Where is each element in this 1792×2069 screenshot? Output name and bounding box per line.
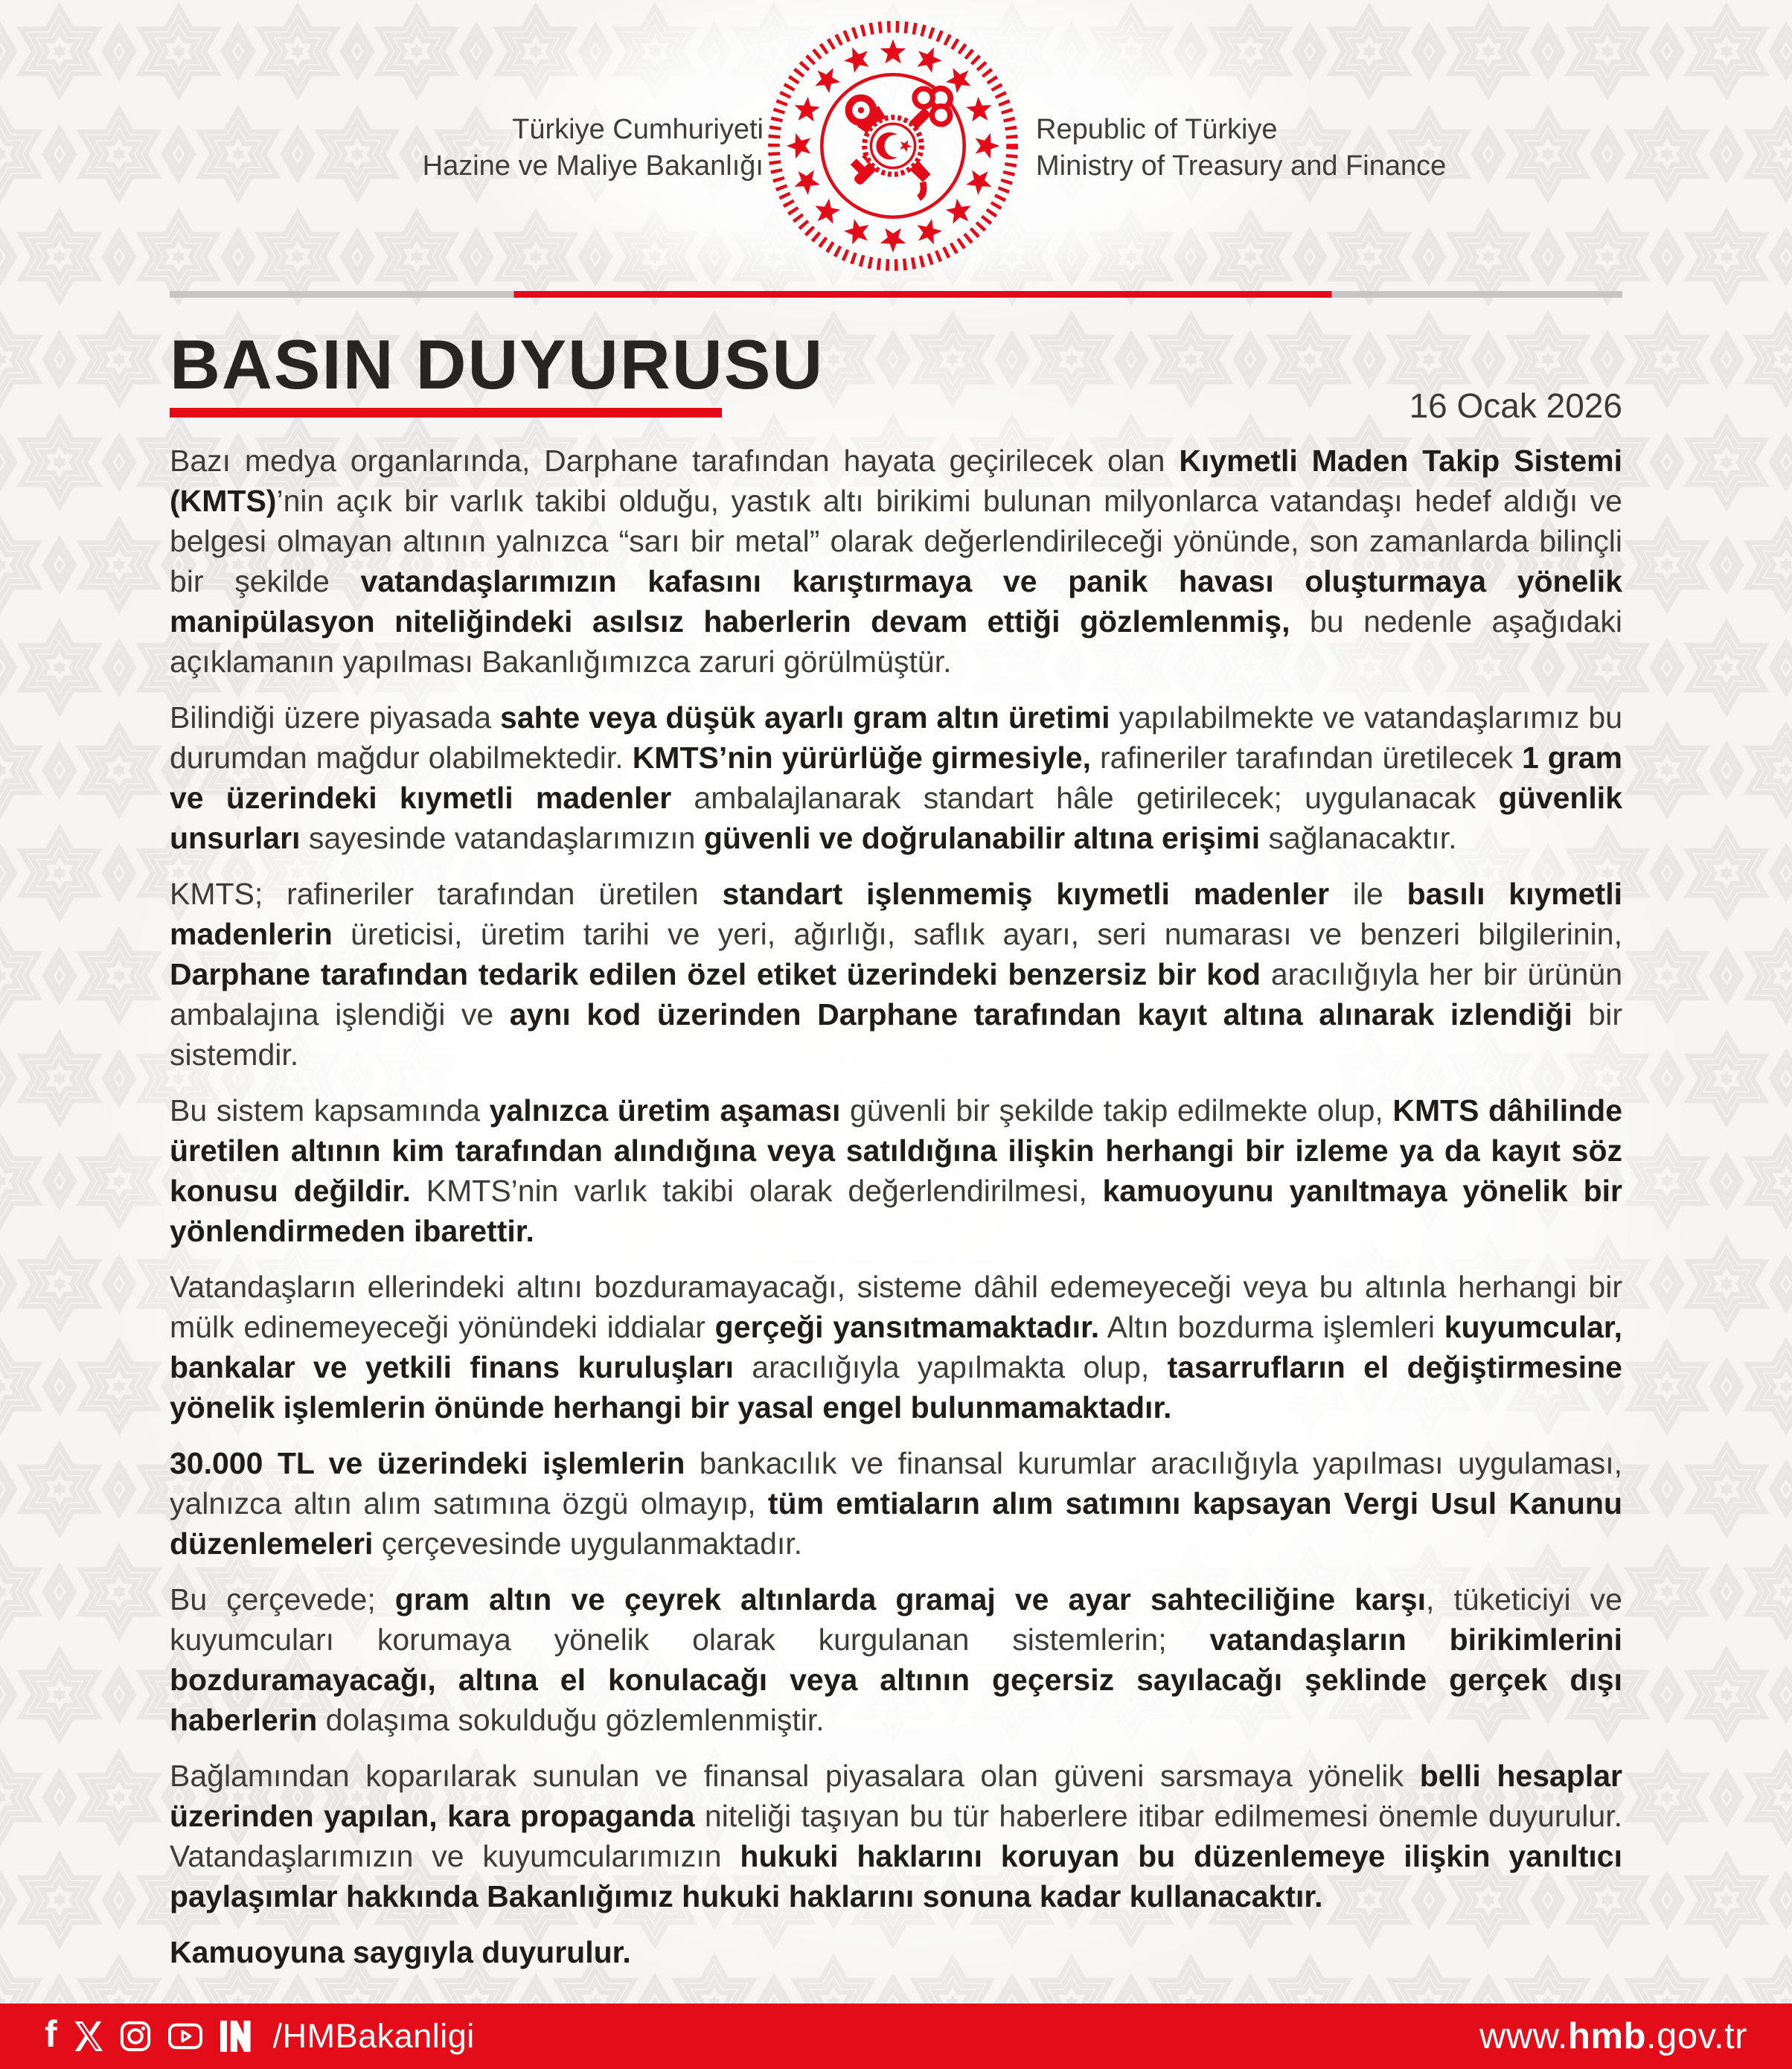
text-run: aracılığıyla yapılmakta olup, — [734, 1350, 1168, 1384]
release-date: 16 Ocak 2026 — [1409, 386, 1622, 425]
bold-text-run: KMTS dâhilinde üretilen altının kim tarafından alındığına veya satıldığına ilişkin herhangi bir izleme ya da kayıt söz konusu değildir. — [170, 1093, 1622, 1208]
text-run: Bu çerçevede; — [170, 1582, 395, 1616]
paragraph — [170, 697, 1622, 858]
text-run: güvenli bir şekilde takip edilmekte olup, — [840, 1093, 1393, 1128]
text-run: aracılığıyla her bir ürünün ambalajına işlendiği ve — [170, 957, 1622, 1032]
bold-text-run: 1 gram ve üzerindeki kıymetli madenler — [170, 741, 1623, 815]
bold-text-run: güvenlik unsurları — [170, 781, 1622, 855]
text-run: bankacılık ve finansal kurumlar aracılığıyla yapılması uygulaması, yalnızca altın alım satımına özgü olmayıp, — [170, 1446, 1622, 1520]
website-url[interactable] — [1479, 2015, 1747, 2057]
website-suffix: .gov.tr — [1645, 2016, 1747, 2056]
social-handle[interactable]: /HMBakanligi — [272, 2017, 475, 2055]
text-run: ambalajlanarak standart hâle getirilecek; uygulanacak — [671, 781, 1499, 815]
title-underline — [170, 408, 722, 418]
page-title: BASIN DUYURUSU — [170, 325, 825, 403]
footer-bar — [0, 2004, 1792, 2069]
crescent-star-gear-glyph — [865, 118, 922, 175]
bold-text-run: standart işlenmemiş kıymetli madenler — [722, 877, 1330, 911]
text-run: bir sistemdir. — [170, 997, 1622, 1072]
paragraph — [170, 1267, 1622, 1427]
bold-text-run: aynı kod üzerinden Darphane tarafından kayıt altına alınarak izlendiği — [509, 997, 1572, 1032]
bold-text-run: güvenli ve doğrulanabilir altına erişimi — [703, 821, 1261, 855]
facebook-icon[interactable]: f — [45, 2013, 57, 2055]
website-prefix: www. — [1479, 2016, 1569, 2056]
paragraph — [170, 1756, 1622, 1916]
bold-text-run: Kamuoyuna saygıyla duyurulur. — [170, 1935, 631, 1969]
paragraph — [170, 441, 1622, 682]
text-run: Bu sistem kapsamında — [170, 1093, 490, 1128]
text-run: ile — [1329, 877, 1407, 911]
paragraph — [170, 1090, 1622, 1251]
text-run: ’nin açık bir varlık takibi olduğu, yastık altı birikimi bulunan milyonlarca vatandaşı hedef aldığı ve belgesi olmayan altının yalnızca “sarı bir metal” olarak değerlendirileceği yönünde, son zamanlarda bilinçli bir şekilde — [170, 484, 1622, 598]
paragraph — [170, 874, 1622, 1075]
text-run: KMTS’nin varlık takibi olarak değerlendirilmesi, — [410, 1174, 1103, 1208]
text-run: Bazı medya organlarında, Darphane tarafından hayata geçirilecek olan — [170, 444, 1180, 478]
text-run: sayesinde vatandaşlarımızın — [300, 821, 704, 855]
paragraph — [170, 1932, 1622, 1972]
text-run: çerçevesinde uygulanmaktadır. — [373, 1526, 803, 1561]
header-divider-bar — [170, 291, 1622, 298]
website-domain: hmb — [1568, 2016, 1646, 2056]
bold-text-run: gram altın ve çeyrek altınlarda gramaj ve ayar sahteciliğine karşı — [394, 1582, 1427, 1616]
text-run: Bilindiği üzere piyasada — [170, 700, 501, 735]
org-title-english-line1: Republic of Türkiye — [1036, 114, 1278, 145]
bold-text-run: Kıymetli Maden Takip Sistemi (KMTS) — [170, 444, 1622, 518]
nsosyal-icon[interactable] — [220, 2020, 252, 2053]
text-run: KMTS; rafineriler tarafından üretilen — [170, 877, 723, 911]
bold-text-run: yalnızca üretim aşaması — [489, 1093, 841, 1128]
paragraphs-container — [170, 441, 1622, 1988]
text-run: bu nedenle aşağıdaki açıklamanın yapılması Bakanlığımızca zaruri görülmüştür. — [170, 604, 1622, 679]
paragraph — [170, 1443, 1622, 1564]
text-run: dolaşıma sokulduğu gözlemlenmiştir. — [317, 1703, 825, 1737]
paragraph — [170, 1579, 1622, 1740]
org-title-turkish-line1: Türkiye Cumhuriyeti — [512, 114, 764, 145]
text-run: Vatandaşların ellerindeki altını bozduramayacağı, sisteme dâhil edemeyeceği veya bu altınla herhangi bir mülk edinemeyeceği yönündeki iddialar — [170, 1270, 1622, 1344]
bold-text-run: hukuki haklarını koruyan bu düzenlemeye ilişkin yanıltıcı paylaşımlar hakkında Bakanlığımız hukuki haklarını sonuna kadar kullanacaktır. — [170, 1839, 1622, 1913]
bold-text-run: tasarrufların el değiştirmesine yönelik işlemlerin önünde herhangi bir yasal engel bulunmamaktadır. — [170, 1350, 1622, 1424]
text-run: , tüketiciyi ve kuyumcuları korumaya yönelik olarak kurgulanan sistemlerin; — [170, 1582, 1622, 1657]
text-run: sağlanacaktır. — [1260, 821, 1457, 855]
bold-text-run: Darphane tarafından tedarik edilen özel etiket üzerindeki benzersiz bir kod — [170, 957, 1261, 991]
org-title-turkish — [350, 112, 764, 185]
social-links — [45, 2013, 475, 2056]
bold-text-run: gerçeği yansıtmamaktadır. — [714, 1310, 1100, 1344]
bold-text-run: KMTS’nin yürürlüğe girmesiyle, — [632, 741, 1092, 775]
instagram-icon[interactable] — [120, 2021, 151, 2052]
bold-text-run: kuyumcular, bankalar ve yetkili finans kuruluşları — [170, 1310, 1622, 1384]
org-title-english — [1036, 112, 1706, 185]
text-run: Bağlamından koparılarak sunulan ve finansal piyasalara olan güveni sarsmaya yönelik — [170, 1759, 1420, 1793]
bold-text-run: sahte veya düşük ayarlı gram altın üretimi — [500, 700, 1110, 735]
org-title-english-line2: Ministry of Treasury and Finance — [1036, 150, 1447, 182]
bold-text-run: belli hesaplar üzerinden yapılan, kara propaganda — [170, 1759, 1622, 1833]
bold-text-run: 30.000 TL ve üzerindeki işlemlerin — [170, 1446, 685, 1480]
x-icon[interactable] — [74, 2021, 103, 2052]
bold-text-run: tüm emtiaların alım satımını kapsayan Vergi Usul Kanunu düzenlemeleri — [170, 1486, 1622, 1561]
text-run: Altın bozdurma işlemleri — [1099, 1310, 1444, 1344]
org-title-turkish-line2: Hazine ve Maliye Bakanlığı — [422, 150, 764, 182]
bold-text-run: vatandaşlarımızın kafasını karıştırmaya ve panik havası oluşturmaya yönelik manipülasyon niteliğindeki asılsız haberlerin devam ettiği gözlemlenmiş, — [170, 564, 1622, 639]
text-run: yapılabilmekte ve vatandaşlarımız bu durumdan mağdur olabilmektedir. — [170, 700, 1623, 775]
bold-text-run: vatandaşların birikimlerini bozduramayacağı, altına el konulacağı veya altının geçersiz sayılacağı şeklinde gerçek dışı haberlerin — [170, 1622, 1622, 1737]
bold-text-run: basılı kıymetli madenlerin — [170, 877, 1622, 951]
youtube-icon[interactable] — [167, 2021, 203, 2052]
text-run: rafineriler tarafından üretilecek — [1091, 741, 1522, 775]
ministry-seal-emblem — [764, 16, 1023, 275]
text-run: niteliği taşıyan bu tür haberlere itibar edilmemesi önemle duyurulur. Vatandaşlarımızın ve kuyumcularımızın — [170, 1799, 1623, 1873]
text-run: üreticisi, üretim tarihi ve yeri, ağırlığı, saflık ayarı, seri numarası ve benzeri bilgilerinin, — [332, 917, 1622, 951]
bold-text-run: kamuoyunu yanıltmaya yönelik bir yönlendirmeden ibarettir. — [170, 1174, 1622, 1248]
